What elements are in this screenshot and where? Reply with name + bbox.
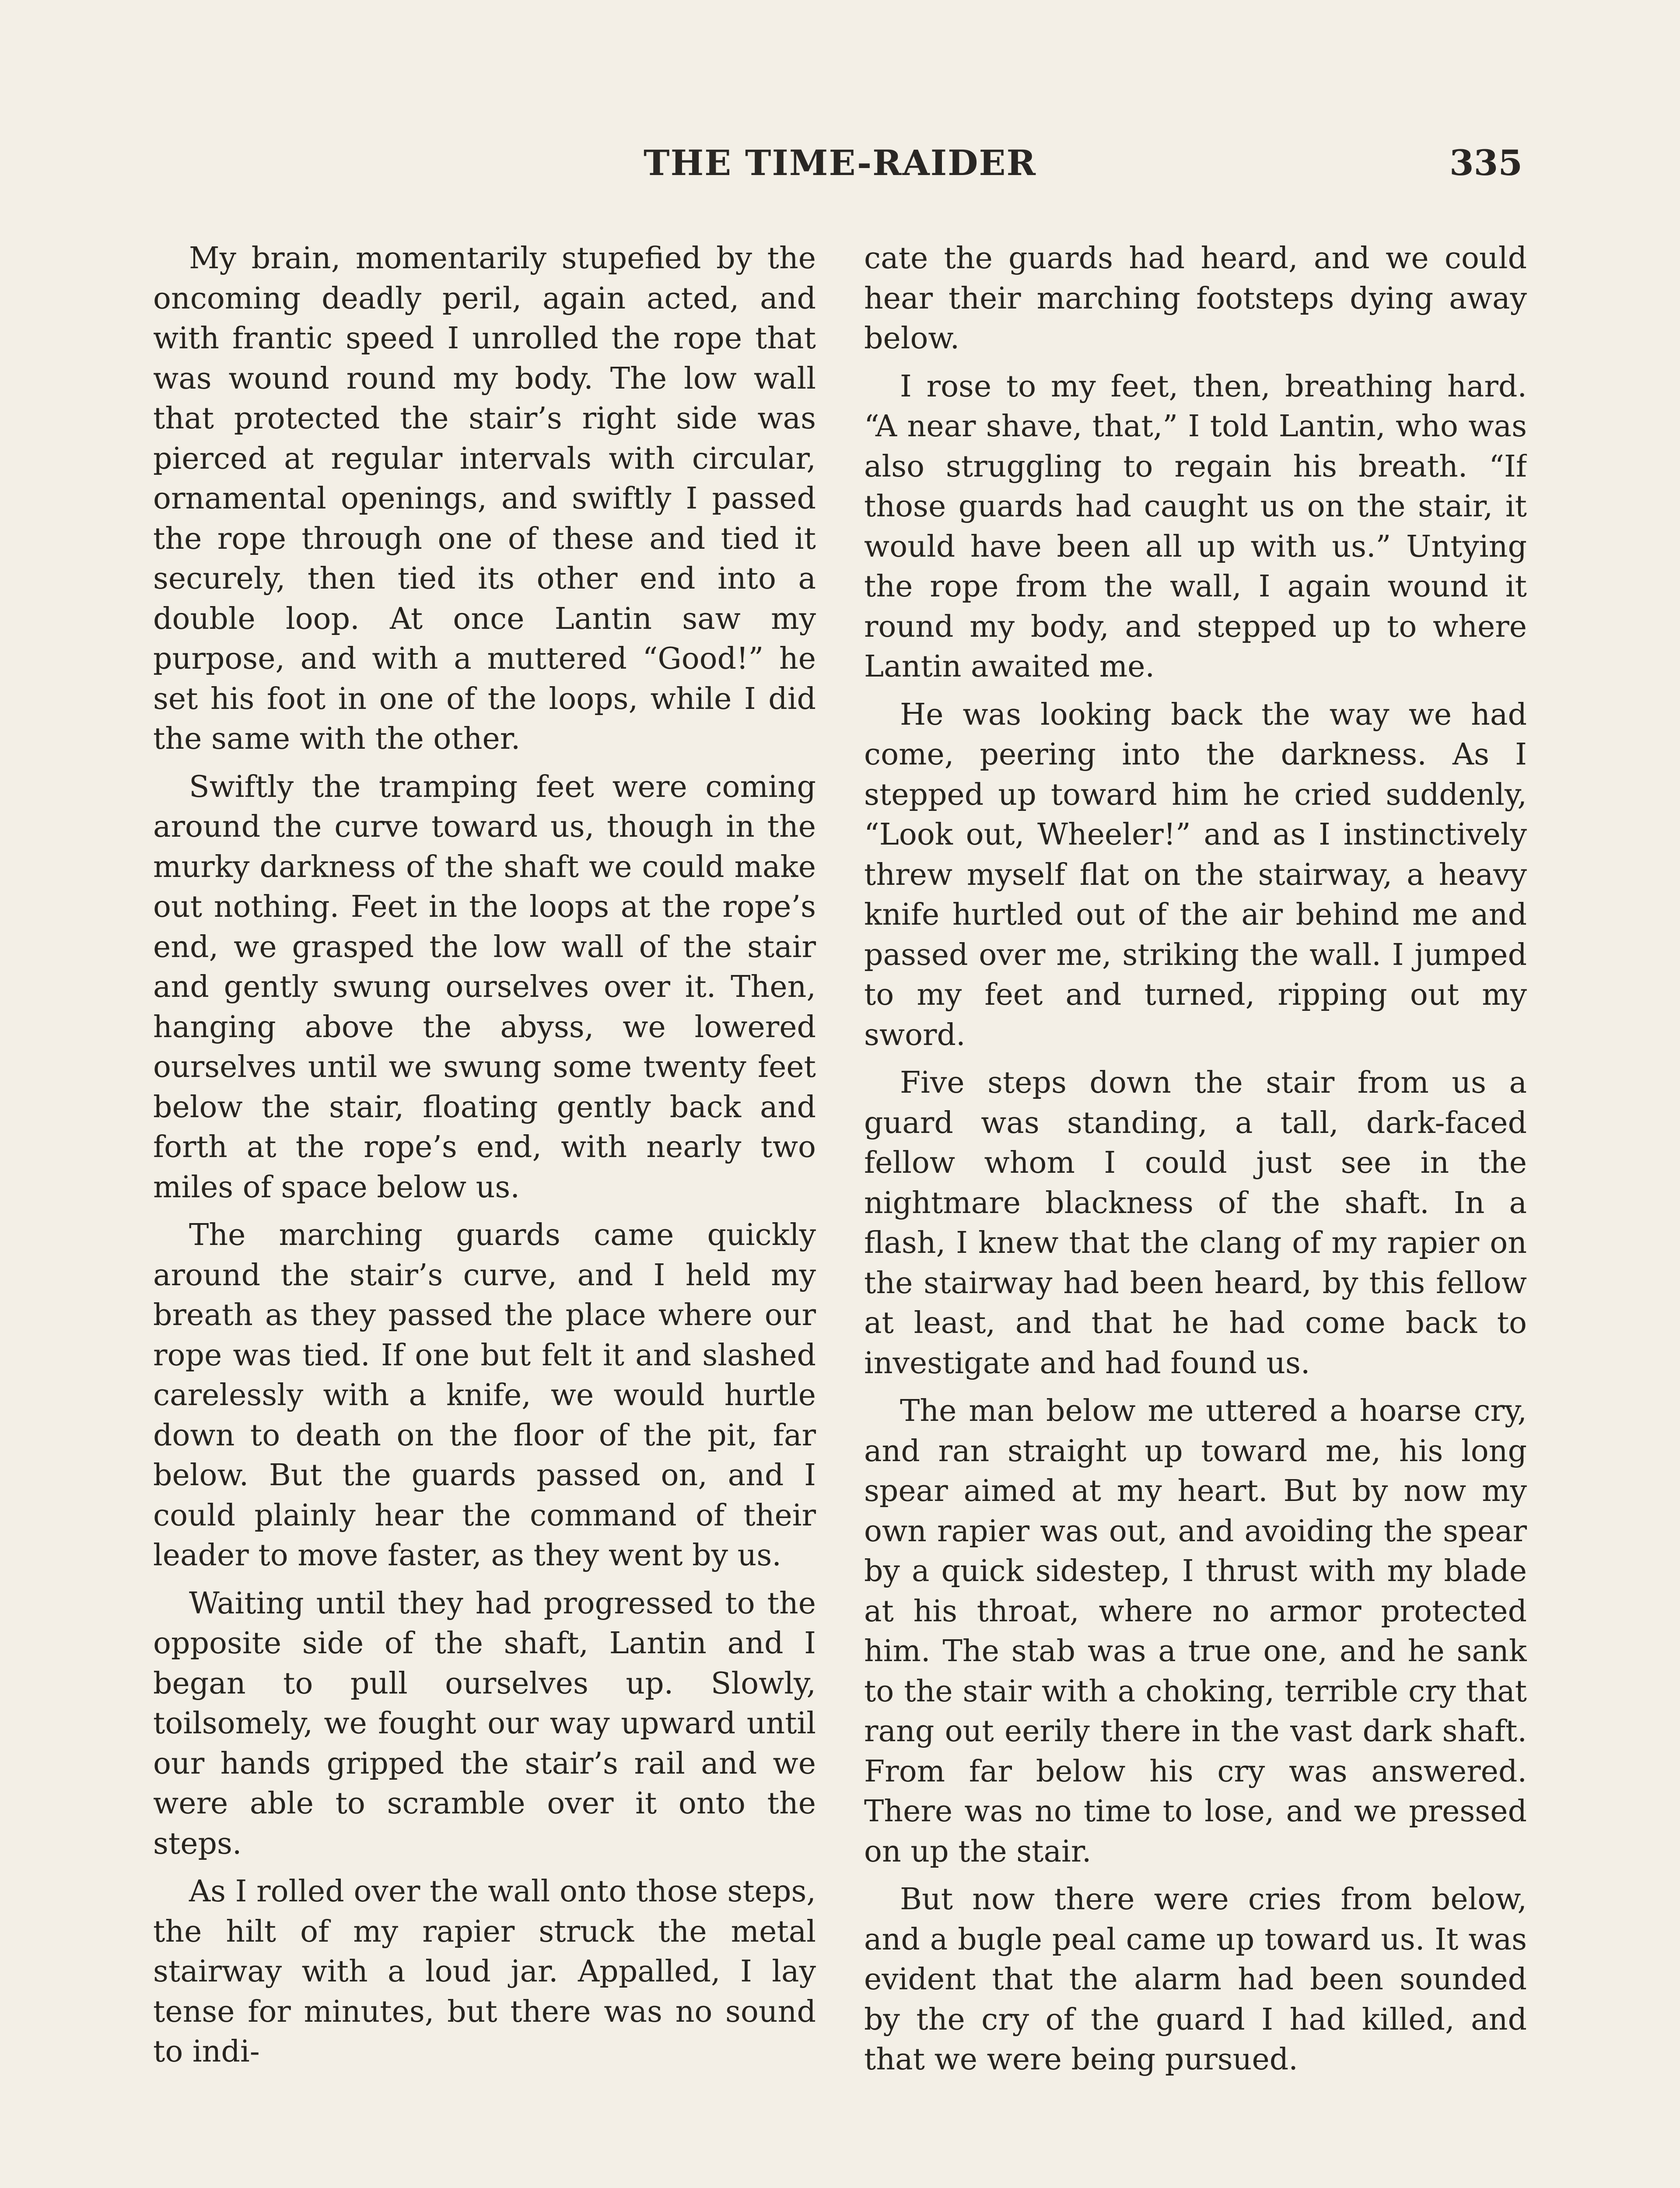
paragraph: He was looking back the way we had come, peering into the darkness. As I stepped up toward him he cried suddenly, “Look out, Wheeler!” and as I instinctively threw myself flat on the stairway, a heavy knife hurtled out of the air behind me and passed over me, striking the wall. I jumped to my feet and turned, ripping out my sword. (864, 697, 1527, 1052)
paragraph: But now there were cries from below, and a bugle peal came up toward us. It was evident that the alarm had been sounded by the cry of the guard I had killed, and that we were being pursued. (864, 1882, 1527, 2077)
paragraph: As I rolled over the wall onto those steps, the hilt of my rapier struck the metal stairway with a loud jar. Appalled, I lay tense for minutes, but there was no sound to indi- (153, 1874, 816, 2069)
paragraph-continued: cate the guards had heard, and we could hear their marching footsteps dying away below. (864, 241, 1527, 356)
paragraph: My brain, momentarily stupefied by the oncoming deadly peril, again acted, and with frantic speed I unrolled the rope that was wound round my body. The low wall that protected the stair’s right side was pierced at regular intervals with circular, ornamental openings, and swiftly I passed the rope through one of these and tied it securely, then tied its other end into a double loop. At once Lantin saw my purpose, and with a muttered “Good!” he set his foot in one of the loops, while I did the same with the other. (153, 241, 816, 756)
text-columns (153, 238, 1527, 2188)
paragraph: Waiting until they had progressed to the opposite side of the shaft, Lantin and I began to pull ourselves up. Slowly, toilsomely, we fought our way upward until our hands gripped the stair’s rail and we were able to scramble over it onto the steps. (153, 1586, 816, 1861)
paragraph: The marching guards came quickly around the stair’s curve, and I held my breath as they passed the place where our rope was tied. If one but felt it and slashed carelessly with a knife, we would hurtle down to death on the floor of the pit, far below. But the guards passed on, and I could plainly hear the command of their leader to move faster, as they went by us. (153, 1218, 816, 1573)
running-head (158, 142, 1522, 190)
paragraph: I rose to my feet, then, breathing hard. “A near shave, that,” I told Lantin, who was also struggling to regain his breath. “If those guards had caught us on the stair, it would have been all up with us.” Untying the rope from the wall, I again wound it round my body, and stepped up to where Lantin awaited me. (864, 369, 1527, 684)
right-column (864, 238, 1527, 2188)
left-column (153, 238, 816, 2188)
paragraph: The man below me uttered a hoarse cry, and ran straight up toward me, his long spear aimed at my heart. But by now my own rapier was out, and avoiding the spear by a quick sidestep, I thrust with my blade at his throat, where no armor protected him. The stab was a true one, and he sank to the stair with a choking, terrible cry that rang out eerily there in the vast dark shaft. From far below his cry was answered. There was no time to lose, and we pressed on up the stair. (864, 1394, 1527, 1869)
page-number: 335 (1449, 142, 1522, 183)
paragraph: Five steps down the stair from us a guard was standing, a tall, dark-faced fellow whom I could just see in the nightmare blackness of the shaft. In a flash, I knew that the clang of my rapier on the stairway had been heard, by this fellow at least, and that he had come back to investigate and had found us. (864, 1066, 1527, 1381)
paragraph: Swiftly the tramping feet were coming around the curve toward us, though in the murky darkness of the shaft we could make out nothing. Feet in the loops at the rope’s end, we grasped the low wall of the stair and gently swung ourselves over it. Then, hanging above the abyss, we lowered ourselves until we swung some twenty feet below the stair, floating gently back and forth at the rope’s end, with nearly two miles of space below us. (153, 769, 816, 1205)
running-title: THE TIME-RAIDER (644, 142, 1036, 183)
